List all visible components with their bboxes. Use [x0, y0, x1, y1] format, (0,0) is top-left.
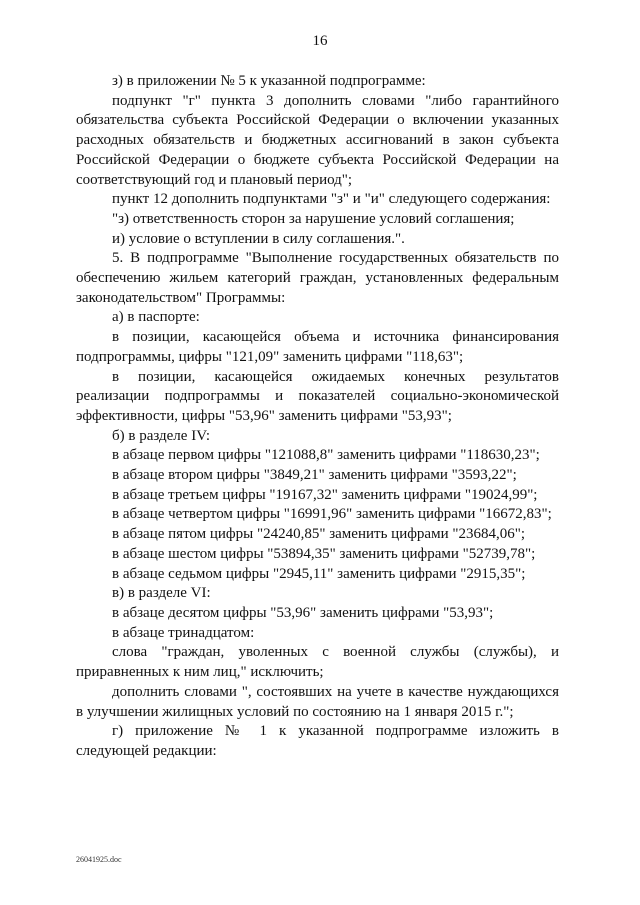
paragraph: "з) ответственность сторон за нарушение условий соглашения; — [112, 210, 515, 227]
paragraph: и) условие о вступлении в силу соглашения.". — [112, 230, 405, 247]
paragraph: в абзаце шестом цифры "53894,35" заменить цифрами "52739,78"; — [112, 545, 536, 562]
paragraph: в) в разделе VI: — [112, 585, 211, 602]
paragraph: г) приложение № 1 к указанной подпрограмме изложить в следующей редакции: — [76, 723, 559, 759]
paragraph: 5. В подпрограмме "Выполнение государственных обязательств по обеспечению жильем категорий граждан, установленных федеральным законодательством" Программы: — [76, 250, 559, 306]
paragraph: пункт 12 дополнить подпунктами "з" и "и" следующего содержания: — [112, 191, 551, 208]
paragraph: в абзаце четвертом цифры "16991,96" заменить цифрами "16672,83"; — [112, 506, 552, 523]
paragraph: в абзаце седьмом цифры "2945,11" заменить цифрами "2915,35"; — [112, 565, 526, 582]
paragraph: в позиции, касающейся объема и источника финансирования подпрограммы, цифры "121,09" заменить цифрами "118,63"; — [76, 329, 559, 365]
paragraph: подпункт "г" пункта 3 дополнить словами "либо гарантийного обязательства субъекта Российской Федерации о включении указанных расходных обязательств и бюджетных ассигнований в закон субъекта Российской Федерации о бюджете субъекта Российской Федерации на соответствующий год и плановый период"; — [76, 92, 559, 188]
paragraph: в позиции, касающейся ожидаемых конечных результатов реализации подпрограммы и показателей социально-экономической эффективности, цифры "53,96" заменить цифрами "53,93"; — [76, 368, 559, 424]
paragraph: в абзаце первом цифры "121088,8" заменить цифрами "118630,23"; — [112, 447, 540, 464]
paragraph: з) в приложении № 5 к указанной подпрограмме: — [112, 73, 426, 89]
paragraph: а) в паспорте: — [112, 309, 200, 326]
page-number: 16 — [312, 33, 328, 49]
paragraph: в абзаце десятом цифры "53,96" заменить цифрами "53,93"; — [112, 604, 494, 621]
paragraph: б) в разделе IV: — [112, 427, 211, 444]
paragraph: в абзаце тринадцатом: — [112, 624, 255, 641]
document-body — [76, 72, 559, 762]
paragraph: в абзаце втором цифры "3849,21" заменить цифрами "3593,22"; — [112, 467, 517, 484]
paragraph: в абзаце третьем цифры "19167,32" заменить цифрами "19024,99"; — [112, 486, 538, 503]
paragraph: дополнить словами ", состоявших на учете в качестве нуждающихся в улучшении жилищных условий по состоянию на 1 января 2015 г."; — [76, 683, 559, 720]
paragraph: в абзаце пятом цифры "24240,85" заменить цифрами "23684,06"; — [112, 526, 526, 543]
paragraph: слова "граждан, уволенных с военной службы (службы), и приравненных к ним лиц," исключить; — [76, 644, 559, 681]
file-name-footer: 26041925.doc — [76, 855, 122, 864]
